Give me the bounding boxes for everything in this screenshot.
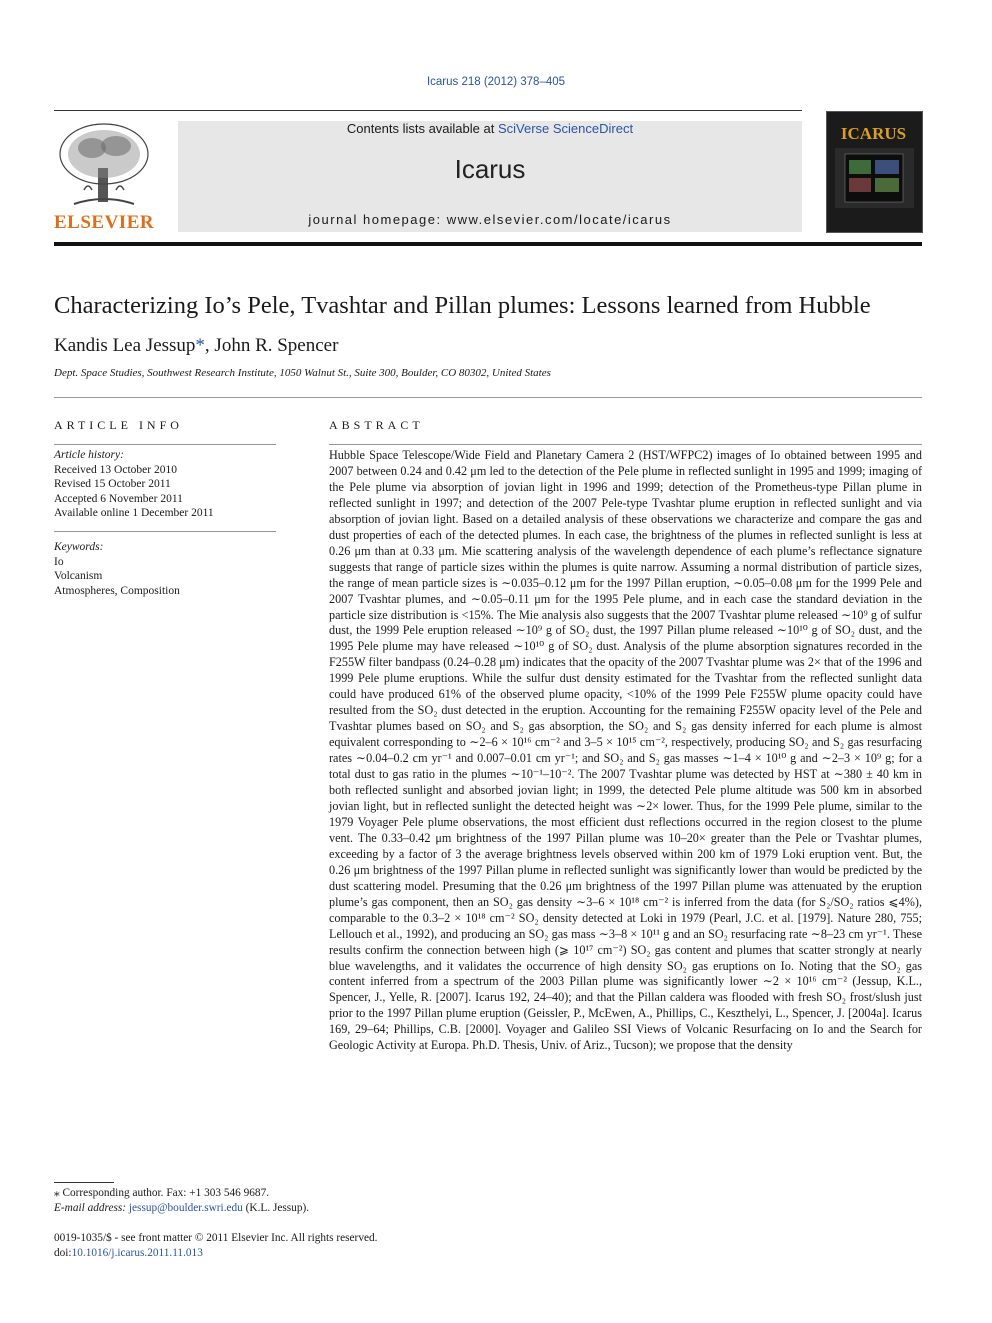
doi-link[interactable]: 10.1016/j.icarus.2011.11.013 — [71, 1246, 203, 1259]
keywords-rule — [54, 531, 276, 532]
abstract-rule — [329, 444, 922, 445]
article-info-rule — [54, 444, 276, 445]
keyword: Io — [54, 555, 64, 568]
history-label: Article history: — [54, 449, 124, 461]
doi-line: doi:10.1016/j.icarus.2011.11.013 — [54, 1246, 203, 1259]
abstract-text: Hubble Space Telescope/Wide Field and Planetary Camera 2 (HST/WFPC2) images of Io obtained between 1995 and 2007 between 0.24 and 0.42 μm led to the detection of the Pele plume in reflected sunlight in 1995 and 1999; imaging of the Pele plume via absorption of jovian light in 1996 and 1999; detection of the Prometheus-type Pillan plume in reflected sunlight in 1997; and detection of the 2007 Pele-type Tvashtar plume eruption in reflected sunlight and via absorption of jovian light. Based on a detailed analysis of these observations we characterize and compare the gas and dust properties of each of the detected plumes. In each case, the brightness of the plumes in reflected sunlight is less at 0.26 μm than at 0.33 μm. Mie scattering analysis of the wavelength dependence of each plume’s reflectance signature suggests that range of particle sizes within the plumes is quite narrow. Assuming a normal distribution of particle sizes, the range of mean particle sizes is ∼0.035–0.12 μm for the 1997 Pillan eruption, ∼0.05–0.08 μm for the 1999 Pele and 2007 Tvashtar plumes, and ∼0.05–0.11 μm for the 1995 Pele plume, and in each case the standard deviation in the particle size distribution is <15%. The Mie analysis also suggests that the 2007 Tvashtar plume released ∼10⁹ g of sulfur dust, the 1999 Pele eruption released ∼10⁹ g of SO₂ dust, the 1997 Pillan plume released ∼10¹⁰ g of SO₂ dust, and the 1995 Pele plume may have released ∼10¹⁰ g of SO₂ dust. Analysis of the plume absorption signatures recorded in the F255W filter bandpass (0.24–0.28 μm) indicates that the opacity of the 2007 Tvashtar plume was 2× that of the 1996 and 1999 Pele plume eruptions. While the sulfur dust density estimated for the Tvashtar from the reflected sunlight data could have produced 61% of the observed plume opacity, <10% of the 1999 Pele F255W plume opacity could have resulted from the SO₂ dust detected in the eruption. Accounting for the remaining F255W opacity level of the Pele and Tvashtar plumes based on SO₂ and S₂ gas absorption, the SO₂ and S₂ gas density inferred for each plume is almost equivalent corresponding to ∼2–6 × 10¹⁶ cm⁻² and 3–5 × 10¹⁵ cm⁻², respectively, producing SO₂ and S₂ gas resurfacing rates ∼0.04–0.2 cm yr⁻¹ and 0.007–0.01 cm yr⁻¹; and SO₂ and S₂ gas masses ∼1–4 × 10¹⁰ g and ∼2–3 × 10⁹ g; for a total dust to gas ratio in the plumes ∼10⁻¹–10⁻². The 2007 Tvashtar plume was detected by HST at ∼380 ± 40 km in both reflected sunlight and absorbed jovian light; in 1999, the detected Pele plume altitude was 500 km in absorbed jovian light, but in reflected sunlight the detected height was ∼2× lower. Thus, for the 1999 Pele plume, similar to the 1979 Voyager Pele plume observations, the most efficient dust reflections occurred in the region closest to the plume vent. The 0.33–0.42 μm brightness of the 1997 Pillan plume was 10–20× greater than the Pele or Tvashtar plumes, exceeding by a factor of 3 the average brightness levels observed within 200 km of 1979 Loki eruption vent. But, the 0.26 μm brightness of the 1997 Pillan plume in reflected sunlight was significantly lower than would be predicted by the dust scattering model. Presuming that the 0.26 μm brightness of the 1997 Pillan plume was attenuated by the eruption plume’s gas component, then an SO₂ gas density ∼3–6 × 10¹⁸ cm⁻² is inferred from the data (for S₂/SO₂ ratios ⩽4%), comparable to the 0.3–2 × 10¹⁸ cm⁻² SO₂ density detected at Loki in 1979 (Pearl, J.C. et al. [1979]. Nature 280, 755; Lellouch et al., 1992), and producing an SO₂ gas mass ∼3–8 × 10¹¹ g and an SO₂ resurfacing rate ∼8–23 cm yr⁻¹. These results confirm the connection between high (⩾ 10¹⁷ cm⁻²) SO₂ gas content and plumes that scatter strongly at nearly blue wavelengths, and it validates the occurrence of high density SO₂ gas eruptions on Io. Noting that the SO₂ gas content inferred from a spectrum of the 2003 Pillan plume was significantly lower ∼2 × 10¹⁶ cm⁻² (Jessup, K.L., Spencer, J., Yelle, R. [2007]. Icarus 192, 24–40); and that the Pillan caldera was flooded with fresh SO₂ frost/slush just prior to the 1997 Pillan plume eruption (Geissler, P., McEwen, A., Phillips, C., Keszthelyi, L., Spencer, J. [2004a]. Icarus 169, 29–64; Phillips, C.B. [2000]. Voyager and Galileo SSI Views of Volcanic Resurfacing on Io and the Search for Geologic Activity at Europa. Ph.D. Thesis, Univ. of Ariz., Tucson); we propose that the density — [329, 448, 922, 1053]
publisher-wordmark: ELSEVIER — [54, 212, 155, 233]
article-history — [54, 448, 276, 521]
revised-date: Revised 15 October 2011 — [54, 478, 171, 490]
article-info-heading: ARTICLE INFO — [54, 418, 183, 432]
keyword: Volcanism — [54, 570, 103, 582]
article-title: Characterizing Io’s Pele, Tvashtar and Pillan plumes: Lessons learned from Hubble — [54, 292, 871, 319]
author-2: , John R. Spencer — [204, 335, 339, 356]
affiliation: Dept. Space Studies, Southwest Research Institute, 1050 Walnut St., Suite 300, Boulder, CO 80302, United States — [54, 367, 551, 379]
received-date: Received 13 October 2010 — [54, 463, 177, 476]
online-date: Available online 1 December 2011 — [54, 507, 214, 519]
email-line: E-mail address: jessup@boulder.swri.edu (K.L. Jessup). — [54, 1201, 310, 1214]
keywords — [54, 540, 276, 598]
section-divider — [54, 397, 922, 398]
header-divider — [54, 242, 922, 246]
journal-name: Icarus — [454, 154, 526, 184]
authors — [54, 335, 338, 357]
journal-homepage[interactable]: journal homepage: www.elsevier.com/locate/icarus — [308, 212, 672, 227]
copyright-line: 0019-1035/$ - see front matter © 2011 Elsevier Inc. All rights reserved. — [54, 1232, 378, 1244]
abstract-heading: ABSTRACT — [329, 418, 424, 432]
contents-line: Contents lists available at SciVerse ScienceDirect — [346, 121, 634, 136]
footnote-rule — [54, 1182, 114, 1183]
email-link[interactable]: jessup@boulder.swri.edu — [128, 1201, 243, 1214]
corresponding-author-note: ⁎ Corresponding author. Fax: +1 303 546 9687. — [54, 1187, 270, 1199]
keyword: Atmospheres, Composition — [54, 584, 180, 597]
cover-title: ICARUS — [840, 124, 907, 143]
author-1: Kandis Lea Jessup — [54, 335, 196, 356]
sciencedirect-link[interactable]: SciVerse ScienceDirect — [497, 121, 634, 136]
top-rule — [54, 110, 802, 111]
copyright-block — [54, 1231, 654, 1260]
corresponding-author-link[interactable]: * — [195, 335, 205, 356]
journal-reference[interactable]: Icarus 218 (2012) 378–405 — [426, 76, 566, 88]
accepted-date: Accepted 6 November 2011 — [54, 492, 183, 505]
keywords-label: Keywords: — [54, 541, 104, 553]
footnotes — [54, 1186, 654, 1215]
